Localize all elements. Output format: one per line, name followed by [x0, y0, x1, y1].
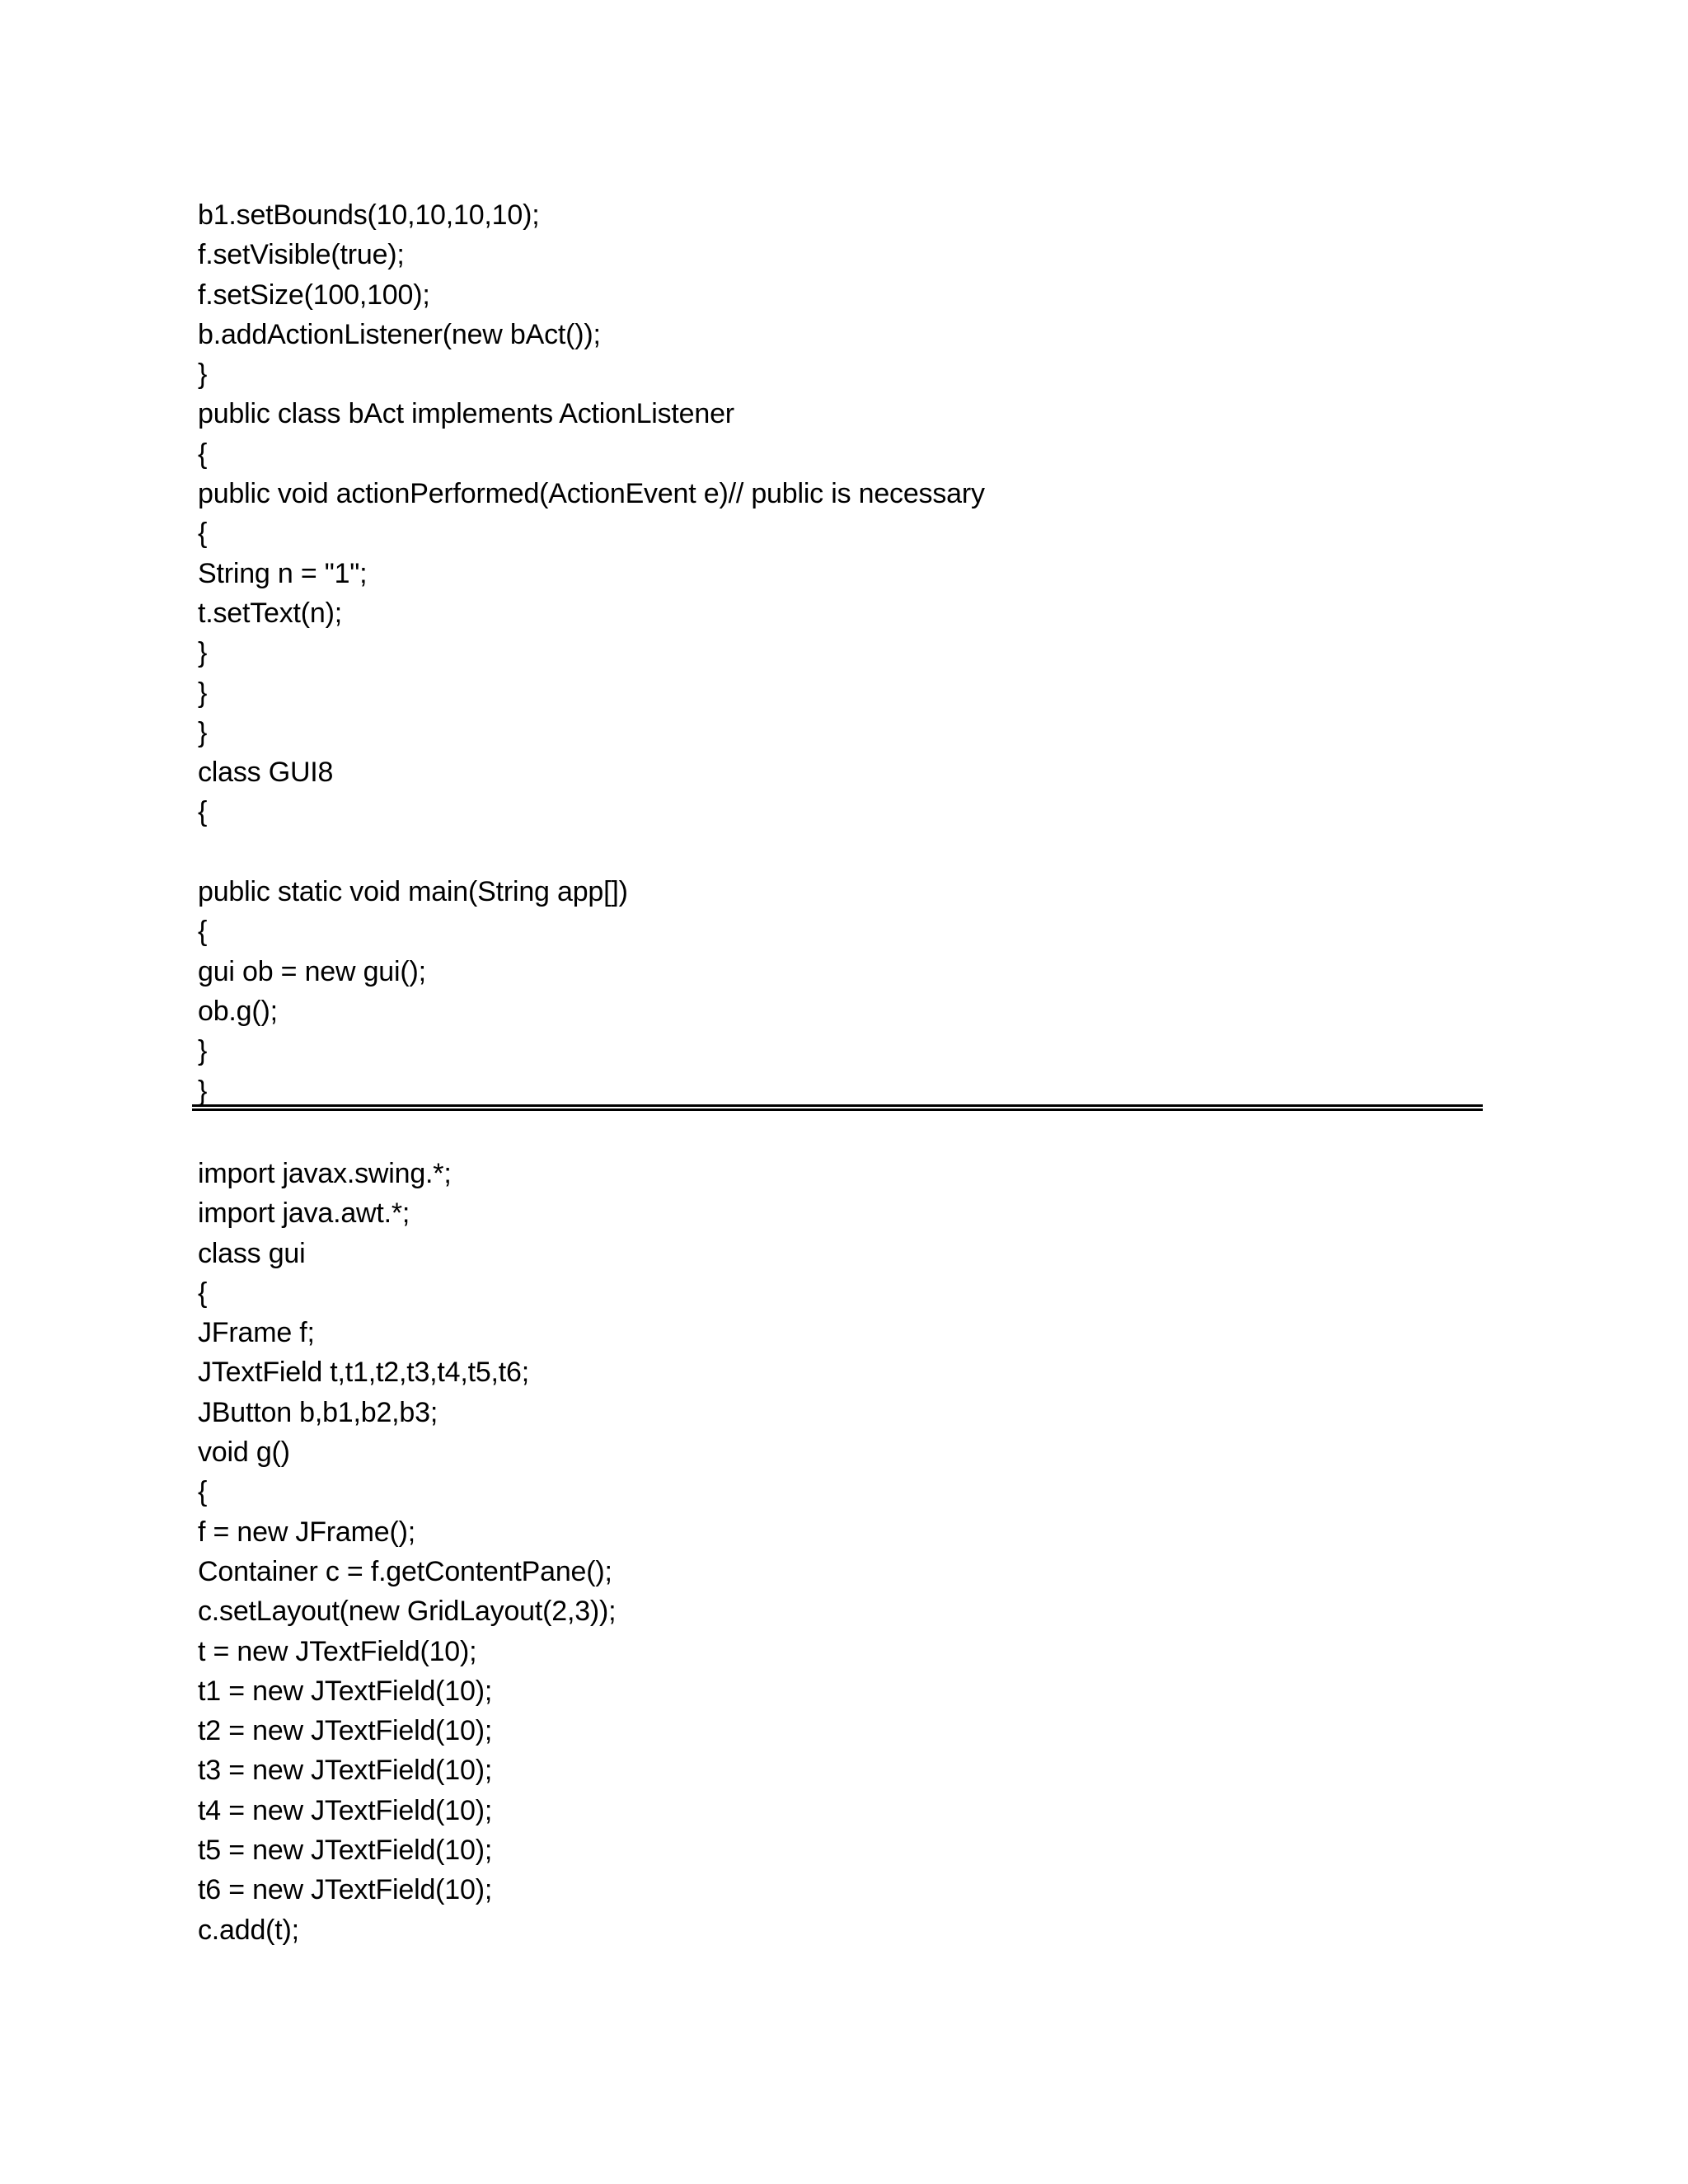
code-line: f.setSize(100,100);	[198, 279, 430, 311]
code-line: {	[198, 518, 208, 550]
code-line: public static void main(String app[])	[198, 876, 628, 908]
code-line: JFrame f;	[198, 1317, 315, 1349]
code-line: {	[198, 1277, 208, 1309]
code-line: f.setVisible(true);	[198, 239, 405, 271]
code-block-top	[198, 195, 985, 1111]
double-rule-separator	[192, 1104, 1483, 1111]
code-line: t.setText(n);	[198, 597, 343, 629]
code-line: t1 = new JTextField(10);	[198, 1675, 493, 1707]
code-line: t = new JTextField(10);	[198, 1635, 477, 1667]
code-line: JButton b,b1,b2,b3;	[198, 1396, 438, 1428]
code-line: {	[198, 1476, 208, 1508]
code-line: gui ob = new gui();	[198, 955, 426, 987]
code-line	[198, 832, 985, 872]
code-line: t4 = new JTextField(10);	[198, 1794, 493, 1826]
code-line: }	[198, 677, 208, 709]
code-line: public class bAct implements ActionListener	[198, 398, 734, 430]
code-line: t2 = new JTextField(10);	[198, 1715, 493, 1747]
code-line: import javax.swing.*;	[198, 1158, 452, 1189]
code-line: t5 = new JTextField(10);	[198, 1835, 493, 1867]
code-line: }	[198, 1075, 208, 1107]
code-line: }	[198, 637, 208, 669]
code-line: t6 = new JTextField(10);	[198, 1874, 493, 1906]
code-line: String n = "1";	[198, 557, 368, 589]
code-line: {	[198, 796, 208, 828]
code-line: c.add(t);	[198, 1914, 299, 1946]
code-line: b1.setBounds(10,10,10,10);	[198, 199, 540, 231]
code-line: t3 = new JTextField(10);	[198, 1755, 493, 1787]
code-line: public void actionPerformed(ActionEvent e)// public is necessary	[198, 478, 985, 510]
code-line: }	[198, 716, 208, 748]
code-line: void g()	[198, 1436, 290, 1469]
code-line: ob.g();	[198, 995, 278, 1027]
code-line: JTextField t,t1,t2,t3,t4,t5,t6;	[198, 1357, 529, 1389]
code-line: import java.awt.*;	[198, 1197, 410, 1230]
code-line: {	[198, 438, 208, 470]
code-block-bottom	[198, 1154, 616, 1950]
code-line: Container c = f.getContentPane();	[198, 1555, 612, 1587]
code-line: c.setLayout(new GridLayout(2,3));	[198, 1596, 617, 1628]
code-line: }	[198, 1035, 208, 1067]
code-line: class gui	[198, 1237, 306, 1269]
code-line: class GUI8	[198, 757, 334, 789]
code-line: }	[198, 359, 208, 391]
code-line: {	[198, 916, 208, 948]
code-line: f = new JFrame();	[198, 1516, 415, 1548]
code-line: b.addActionListener(new bAct());	[198, 318, 601, 350]
